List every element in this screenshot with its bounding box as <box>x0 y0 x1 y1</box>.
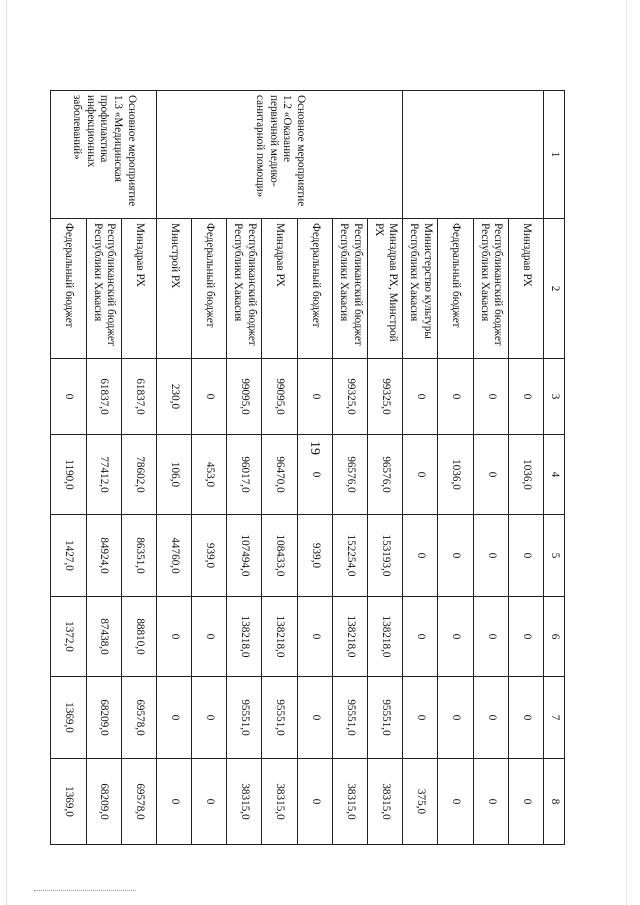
scan-edge-left <box>6 0 8 905</box>
value-cell: 61837,0 <box>121 359 156 435</box>
value-cell: 939,0 <box>192 515 227 597</box>
header-cell: 5 <box>544 515 565 597</box>
value-cell: 0 <box>403 677 438 759</box>
value-cell: 0 <box>192 597 227 677</box>
value-cell: 0 <box>403 435 438 515</box>
value-cell: 96470,0 <box>262 435 297 515</box>
value-cell: 99095,0 <box>227 359 262 435</box>
value-cell: 1369,0 <box>51 677 86 759</box>
table-row <box>121 91 156 845</box>
value-cell: 95551,0 <box>227 677 262 759</box>
value-cell: 230,0 <box>156 359 191 435</box>
value-cell: 38315,0 <box>332 759 367 845</box>
value-cell: 99325,0 <box>368 359 403 435</box>
value-cell: 0 <box>508 515 543 597</box>
value-cell: 0 <box>51 359 86 435</box>
funding-source-cell: Республиканский бюджет Республики Хакасия <box>227 219 262 359</box>
value-cell: 0 <box>297 359 332 435</box>
value-cell: 0 <box>156 597 191 677</box>
funding-source-cell: Минздрав РХ <box>262 219 297 359</box>
value-cell: 152254,0 <box>332 515 367 597</box>
value-cell: 0 <box>403 515 438 597</box>
value-cell: 0 <box>438 759 473 845</box>
value-cell: 0 <box>297 435 332 515</box>
funding-source-cell: Федеральный бюджет <box>438 219 473 359</box>
value-cell: 0 <box>438 515 473 597</box>
funding-source-cell: Минздрав РХ <box>508 219 543 359</box>
value-cell: 0 <box>473 435 508 515</box>
value-cell: 87438,0 <box>86 597 121 677</box>
value-cell: 1372,0 <box>51 597 86 677</box>
value-cell: 0 <box>473 759 508 845</box>
header-cell: 2 <box>544 219 565 359</box>
value-cell: 0 <box>403 597 438 677</box>
value-cell: 375,0 <box>403 759 438 845</box>
value-cell: 86351,0 <box>121 515 156 597</box>
header-cell: 6 <box>544 597 565 677</box>
value-cell: 138218,0 <box>368 597 403 677</box>
header-cell: 8 <box>544 759 565 845</box>
value-cell: 106,0 <box>156 435 191 515</box>
value-cell: 138218,0 <box>332 597 367 677</box>
value-cell: 138218,0 <box>227 597 262 677</box>
value-cell: 1036,0 <box>438 435 473 515</box>
value-cell: 61837,0 <box>86 359 121 435</box>
scan-edge-right <box>626 0 628 905</box>
value-cell: 44760,0 <box>156 515 191 597</box>
value-cell: 96576,0 <box>368 435 403 515</box>
value-cell: 99095,0 <box>262 359 297 435</box>
value-cell: 939,0 <box>297 515 332 597</box>
value-cell: 95551,0 <box>368 677 403 759</box>
budget-table <box>50 90 565 845</box>
value-cell: 0 <box>508 597 543 677</box>
value-cell: 107494,0 <box>227 515 262 597</box>
value-cell: 453,0 <box>192 435 227 515</box>
value-cell: 1190,0 <box>51 435 86 515</box>
value-cell: 0 <box>438 359 473 435</box>
value-cell: 0 <box>192 677 227 759</box>
value-cell: 0 <box>192 359 227 435</box>
value-cell: 138218,0 <box>262 597 297 677</box>
header-cell: 4 <box>544 435 565 515</box>
value-cell: 0 <box>473 359 508 435</box>
value-cell: 69578,0 <box>121 677 156 759</box>
value-cell: 0 <box>297 677 332 759</box>
value-cell: 95551,0 <box>262 677 297 759</box>
funding-source-cell: Федеральный бюджет <box>297 219 332 359</box>
value-cell: 153193,0 <box>368 515 403 597</box>
value-cell: 69578,0 <box>121 759 156 845</box>
value-cell: 96576,0 <box>332 435 367 515</box>
funding-source-cell: Минстрой РХ <box>156 219 191 359</box>
value-cell: 0 <box>192 759 227 845</box>
value-cell: 0 <box>156 759 191 845</box>
funding-source-cell: Республиканский бюджет Республики Хакасия <box>332 219 367 359</box>
value-cell: 0 <box>508 759 543 845</box>
value-cell: 0 <box>473 515 508 597</box>
value-cell: 0 <box>403 359 438 435</box>
funding-source-cell: Министерство культуры Республики Хакасия <box>403 219 438 359</box>
table-body <box>51 91 565 845</box>
value-cell: 108433,0 <box>262 515 297 597</box>
value-cell: 0 <box>438 597 473 677</box>
value-cell: 0 <box>156 677 191 759</box>
value-cell: 38315,0 <box>262 759 297 845</box>
value-cell: 0 <box>508 677 543 759</box>
funding-source-cell: Республиканский бюджет Республики Хакасия <box>86 219 121 359</box>
value-cell: 78602,0 <box>121 435 156 515</box>
header-cell: 7 <box>544 677 565 759</box>
funding-source-cell: Минздрав РХ <box>121 219 156 359</box>
value-cell: 77412,0 <box>86 435 121 515</box>
event-cell <box>403 91 544 219</box>
scan-artifact <box>34 880 136 891</box>
header-cell: 3 <box>544 359 565 435</box>
value-cell: 0 <box>473 677 508 759</box>
header-row <box>544 91 565 845</box>
value-cell: 1369,0 <box>51 759 86 845</box>
header-cell: 1 <box>544 91 565 219</box>
value-cell: 0 <box>473 597 508 677</box>
value-cell: 68209,0 <box>86 677 121 759</box>
value-cell: 1427,0 <box>51 515 86 597</box>
value-cell: 95551,0 <box>332 677 367 759</box>
funding-source-cell: Минздрав РХ, Минстрой РХ <box>368 219 403 359</box>
value-cell: 99325,0 <box>332 359 367 435</box>
value-cell: 38315,0 <box>227 759 262 845</box>
event-cell: Основное мероприятие 1.3 «Медицинская профилактика инфекционных заболеваний» <box>51 91 157 219</box>
rotated-table-container <box>63 90 565 844</box>
value-cell: 0 <box>438 677 473 759</box>
funding-source-cell: Федеральный бюджет <box>51 219 86 359</box>
value-cell: 84924,0 <box>86 515 121 597</box>
value-cell: 68209,0 <box>86 759 121 845</box>
funding-source-cell: Федеральный бюджет <box>192 219 227 359</box>
value-cell: 0 <box>297 597 332 677</box>
value-cell: 38315,0 <box>368 759 403 845</box>
page-number: 19 <box>307 441 322 455</box>
value-cell: 0 <box>297 759 332 845</box>
value-cell: 0 <box>508 359 543 435</box>
value-cell: 96017,0 <box>227 435 262 515</box>
table-row <box>368 91 403 845</box>
event-cell: Основное мероприятие 1.2 «Оказание первичной медико-санитарной помощи» <box>156 91 402 219</box>
value-cell: 88810,0 <box>121 597 156 677</box>
table-row <box>508 91 543 845</box>
value-cell: 1036,0 <box>508 435 543 515</box>
funding-source-cell: Республиканский бюджет Республики Хакасия <box>473 219 508 359</box>
